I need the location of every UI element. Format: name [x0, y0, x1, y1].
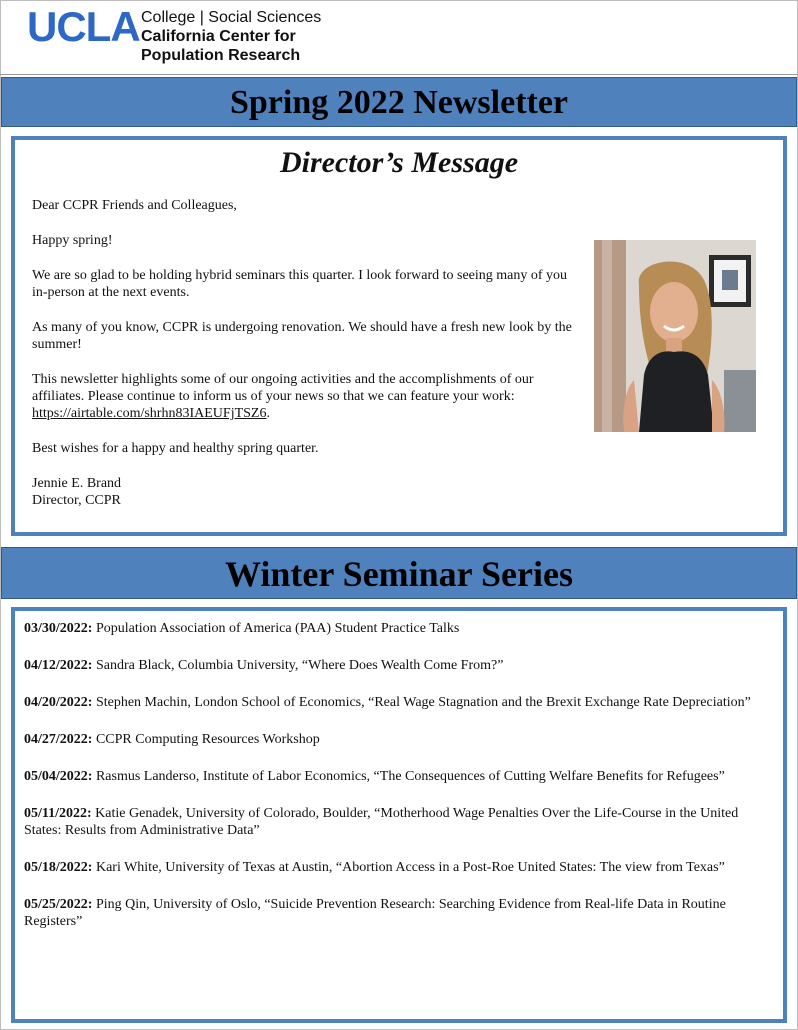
director-photo	[594, 240, 756, 432]
seminar-item	[24, 896, 779, 930]
seminar-description: CCPR Computing Resources Workshop	[92, 732, 320, 747]
seminar-item	[24, 805, 779, 839]
org-line-1: College | Social Sciences	[141, 9, 322, 26]
seminar-date: 05/11/2022:	[24, 806, 92, 821]
seminar-date: 05/25/2022:	[24, 897, 93, 912]
ucla-logo: UCLA	[27, 3, 140, 50]
paragraph-1: Happy spring!	[32, 233, 113, 248]
seminar-description: Population Association of America (PAA) Student Practice Talks	[92, 621, 460, 636]
seminar-description: Sandra Black, Columbia University, “Where Does Wealth Come From?”	[92, 658, 504, 673]
signature-title: Director, CCPR	[32, 493, 121, 508]
seminar-series-title: Winter Seminar Series	[1, 547, 797, 599]
seminar-item	[24, 768, 779, 785]
seminar-date: 04/27/2022:	[24, 732, 93, 747]
header	[0, 0, 798, 75]
seminar-item	[24, 657, 779, 674]
paragraph-4-end: .	[266, 406, 270, 421]
seminar-date: 04/12/2022:	[24, 658, 93, 673]
seminar-description: Kari White, University of Texas at Austin, “Abortion Access in a Post-Roe United States: The view from Texas”	[92, 860, 725, 875]
seminar-description: Stephen Machin, London School of Economics, “Real Wage Stagnation and the Brexit Exchange Rate Depreciation”	[92, 695, 751, 710]
seminar-item	[24, 620, 779, 637]
seminar-description: Ping Qin, University of Oslo, “Suicide Prevention Research: Searching Evidence from Real-life Data in Routine Registers”	[24, 897, 726, 929]
newsletter-title: Spring 2022 Newsletter	[1, 77, 797, 127]
org-name	[141, 9, 321, 66]
seminar-date: 03/30/2022:	[24, 621, 93, 636]
org-line-3: Population Research	[141, 46, 301, 64]
org-line-2: California Center for	[141, 27, 296, 45]
seminar-date: 05/18/2022:	[24, 860, 93, 875]
seminar-date: 05/04/2022:	[24, 769, 93, 784]
airtable-link[interactable]: https://airtable.com/shrhn83IAEUFjTSZ6	[32, 406, 267, 421]
seminar-item	[24, 694, 779, 711]
seminar-item	[24, 859, 779, 876]
paragraph-5: Best wishes for a happy and healthy spring quarter.	[32, 441, 319, 456]
seminar-description: Katie Genadek, University of Colorado, Boulder, “Motherhood Wage Penalties Over the Life-Course in the United States: Results from Administrative Data”	[24, 806, 739, 838]
letter-body	[32, 197, 577, 509]
seminar-date: 04/20/2022:	[24, 695, 93, 710]
directors-message-box	[11, 136, 787, 536]
directors-message-title: Director’s Message	[279, 146, 519, 179]
greeting: Dear CCPR Friends and Colleagues,	[32, 198, 237, 213]
seminar-item	[24, 731, 779, 748]
paragraph-2: We are so glad to be holding hybrid seminars this quarter. I look forward to seeing many of you in-person at the next events.	[32, 268, 568, 300]
seminar-series-box	[11, 607, 787, 1023]
paragraph-4-text: This newsletter highlights some of our ongoing activities and the accomplishments of our affiliates. Please continue to inform us of your news so that we can feature your work:	[32, 372, 534, 404]
paragraph-3: As many of you know, CCPR is undergoing renovation. We should have a fresh new look by the summer!	[32, 320, 572, 352]
seminar-description: Rasmus Landerso, Institute of Labor Economics, “The Consequences of Cutting Welfare Benefits for Refugees”	[92, 769, 725, 784]
paragraph-4	[32, 371, 577, 422]
signature-name: Jennie E. Brand	[32, 476, 122, 491]
seminar-list	[24, 620, 779, 950]
